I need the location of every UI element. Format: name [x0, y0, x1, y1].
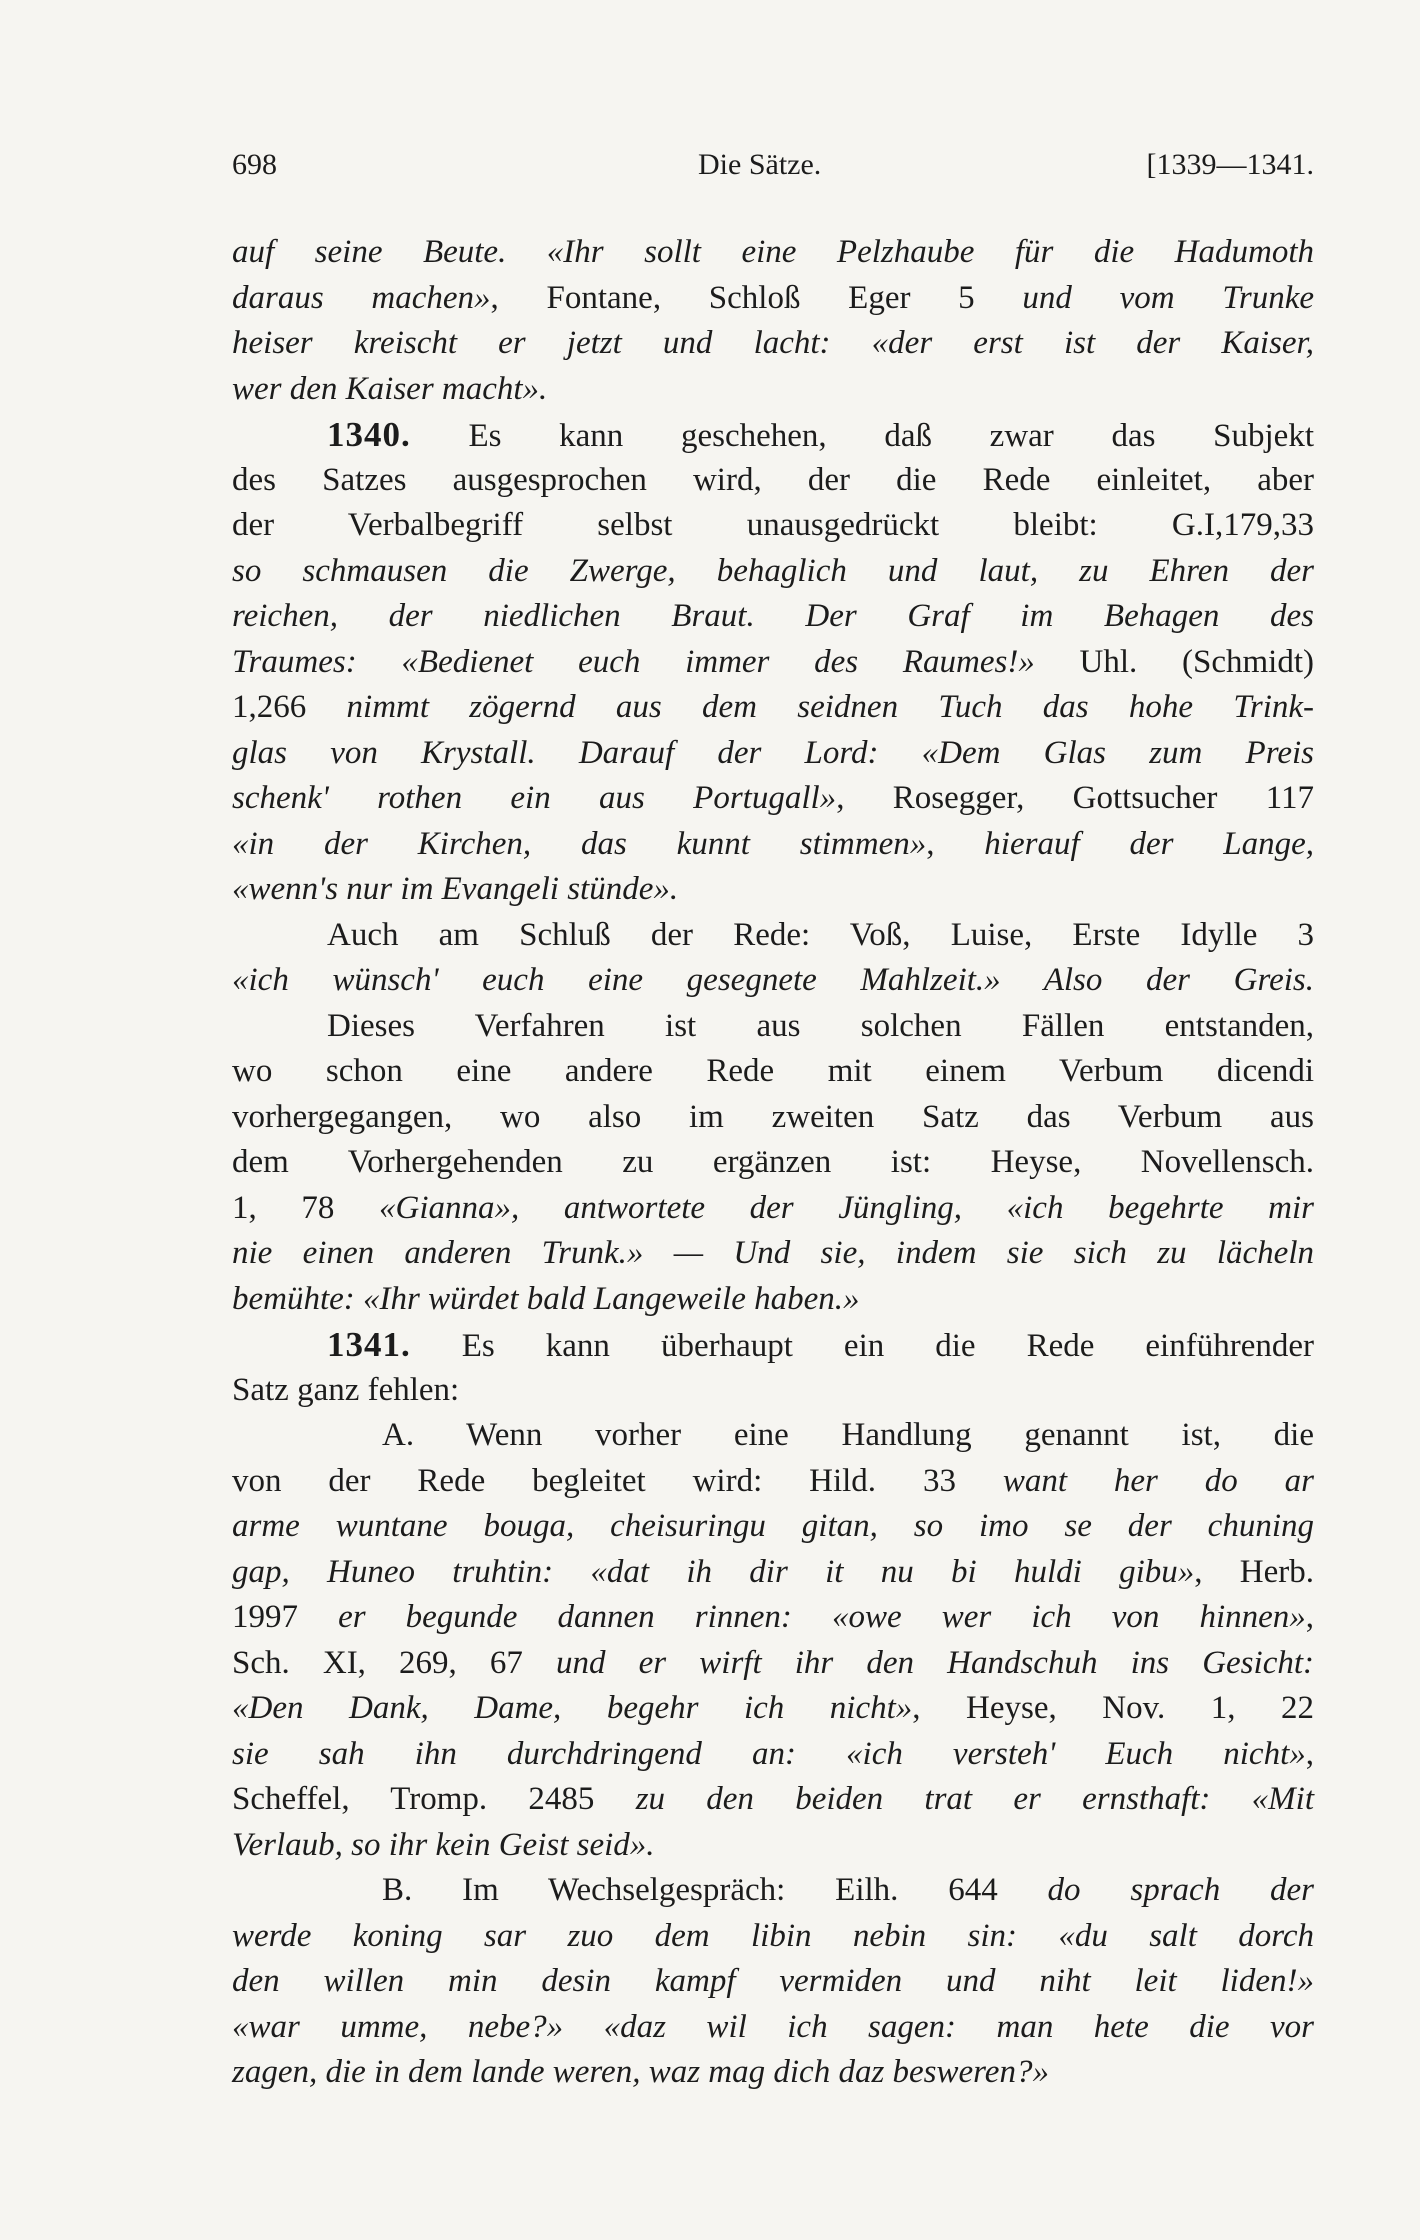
- italic-text: zagen, die in dem lande weren, waz mag dich daz besweren?»: [232, 2054, 1049, 2090]
- page-header: [232, 148, 1314, 188]
- italic-text: schenk' rothen ein aus Portugall»: [232, 780, 837, 816]
- italic-text: er begunde dannen rinnen: «owe wer ich von hinnen»: [338, 1599, 1306, 1635]
- text-span: wo schon eine andere Rede mit einem Verbum dicendi: [232, 1053, 1314, 1089]
- italic-text: glas von Krystall. Darauf der Lord: «Dem Glas zum Preis: [232, 734, 1314, 771]
- italic-text: arme wuntane bouga, cheisuringu gitan, so imo se der chuning: [232, 1508, 1314, 1544]
- text-span: ,: [1305, 1735, 1314, 1772]
- text-line: [232, 503, 1314, 549]
- italic-text: Traumes: «Bedienet euch immer des Raumes!»: [232, 643, 1035, 680]
- text-span: 1, 78: [232, 1189, 379, 1226]
- italic-text: werde koning sar zuo dem libin nebin sin: «du salt dorch: [232, 1917, 1314, 1954]
- text-span: ,: [926, 825, 985, 862]
- text-span: Uhl. (Schmidt): [1034, 643, 1314, 680]
- text-line: [232, 1413, 1314, 1459]
- text-line: [232, 1095, 1314, 1141]
- text-line: [232, 1459, 1314, 1505]
- body-text: [232, 230, 1314, 2096]
- text-line: [232, 458, 1314, 504]
- italic-text: heiser kreischt er jetzt und lacht: «der erst ist der Kaiser,: [232, 325, 1314, 361]
- italic-text: sie sah ihn durchdringend an: «ich versteh' Euch nicht»: [232, 1735, 1306, 1772]
- text-line: [232, 1186, 1314, 1232]
- italic-text: Verlaub, so ihr kein Geist seid».: [232, 1826, 655, 1863]
- text-line: [232, 958, 1314, 1004]
- running-title: Die Sätze.: [698, 148, 822, 181]
- italic-text: hierauf der Lange,: [984, 825, 1314, 862]
- italic-text: «Gianna», antwortete der Jüngling, «ich begehrte mir: [379, 1189, 1314, 1226]
- section-number: 1340.: [327, 415, 411, 454]
- text-span: , Heyse, Nov. 1, 22: [912, 1690, 1314, 1726]
- text-line: [232, 1550, 1314, 1596]
- text-line: [232, 1823, 1314, 1869]
- italic-text: bemühte: «Ihr würdet bald Langeweile haben.»: [232, 1280, 860, 1317]
- italic-text: so schmausen die Zwerge, behaglich und laut, zu Ehren der: [232, 552, 1314, 589]
- text-line: [232, 1959, 1314, 2005]
- italic-text: zu den beiden trat er ernsthaft: «Mit: [635, 1781, 1315, 1817]
- section-number: 1341.: [327, 1325, 411, 1364]
- text-span: , Herb.: [1194, 1553, 1314, 1590]
- text-line: [232, 412, 1314, 458]
- italic-text: «war umme, nebe?» «daz wil ich sagen: man hete die vor: [232, 2008, 1314, 2045]
- italic-text: «wenn's nur im Evangeli stünde».: [232, 871, 679, 907]
- text-line: [232, 867, 1314, 913]
- text-line: [232, 685, 1314, 731]
- text-line: [232, 2050, 1314, 2096]
- text-line: [232, 913, 1314, 959]
- italic-text: auf seine Beute. «Ihr sollt eine Pelzhaube für die Hadumoth: [232, 234, 1314, 270]
- italic-text: den willen min desin kampf vermiden und niht leit liden!»: [232, 1963, 1314, 1999]
- text-line: [232, 276, 1314, 322]
- italic-text: «ich wünsch' euch eine gesegnete Mahlzeit.» Also der Greis.: [232, 962, 1314, 998]
- text-line: [232, 1277, 1314, 1323]
- text-span: , Fontane, Schloß Eger 5: [490, 279, 1023, 316]
- text-line: [232, 1641, 1314, 1687]
- text-line: [232, 731, 1314, 777]
- text-span: von der Rede begleitet wird: Hild. 33: [232, 1462, 1003, 1499]
- italic-text: reichen, der niedlichen Braut. Der Graf im Behagen des: [232, 598, 1314, 634]
- text-span: des Satzes ausgesprochen wird, der die Rede einleitet, aber: [232, 461, 1314, 498]
- italic-text: nie einen anderen Trunk.» — Und sie, indem sie sich zu lächeln: [232, 1235, 1314, 1271]
- text-span: B. Im Wechselgespräch: Eilh. 644: [382, 1872, 1048, 1908]
- text-line: [232, 1004, 1314, 1050]
- text-span: vorhergegangen, wo also im zweiten Satz das Verbum aus: [232, 1098, 1314, 1135]
- text-span: Scheffel, Tromp. 2485: [232, 1781, 636, 1817]
- text-line: [232, 1231, 1314, 1277]
- section-range: [1339—1341.: [1146, 148, 1314, 181]
- text-line: [232, 640, 1314, 686]
- italic-text: und er wirft ihr den Handschuh ins Gesicht:: [556, 1644, 1314, 1681]
- text-span: Satz ganz fehlen:: [232, 1371, 460, 1408]
- italic-text: do sprach der: [1047, 1872, 1314, 1908]
- text-span: , Rosegger, Gottsucher 117: [836, 780, 1315, 816]
- text-span: 1997: [232, 1599, 339, 1635]
- text-line: [232, 367, 1314, 413]
- text-line: [232, 1368, 1314, 1414]
- text-span: dem Vorhergehenden zu ergänzen ist: Heyse, Novellensch.: [232, 1144, 1314, 1180]
- text-line: [232, 822, 1314, 868]
- text-span: der Verbalbegriff selbst unausgedrückt bleibt: G.I,179,33: [232, 507, 1314, 543]
- text-line: [232, 776, 1314, 822]
- text-span: Es kann geschehen, daß zwar das Subjekt: [410, 418, 1314, 454]
- text-line: [232, 594, 1314, 640]
- text-line: [232, 1732, 1314, 1778]
- italic-text: und vom Trunke: [1022, 279, 1314, 316]
- text-line: [232, 1140, 1314, 1186]
- text-line: [232, 1595, 1314, 1641]
- italic-text: wer den Kaiser macht».: [232, 370, 548, 407]
- text-span: 1,266: [232, 689, 347, 725]
- page-number: 698: [232, 148, 277, 181]
- text-line: [232, 2005, 1314, 2051]
- text-line: [232, 1868, 1314, 1914]
- text-line: [232, 1686, 1314, 1732]
- text-line: [232, 1777, 1314, 1823]
- text-line: [232, 1322, 1314, 1368]
- text-line: [232, 549, 1314, 595]
- text-line: [232, 1049, 1314, 1095]
- text-line: [232, 1504, 1314, 1550]
- text-span: A. Wenn vorher eine Handlung genannt ist, die: [382, 1417, 1314, 1453]
- italic-text: «Den Dank, Dame, begehr ich nicht»: [232, 1690, 913, 1726]
- text-span: Es kann überhaupt ein die Rede einführender: [410, 1328, 1314, 1364]
- italic-text: daraus machen»: [232, 279, 491, 316]
- text-line: [232, 230, 1314, 276]
- text-span: Dieses Verfahren ist aus solchen Fällen entstanden,: [327, 1007, 1314, 1044]
- text-span: Auch am Schluß der Rede: Voß, Luise, Erste Idylle 3: [327, 916, 1314, 953]
- italic-text: want her do ar: [1002, 1462, 1314, 1499]
- italic-text: nimmt zögernd aus dem seidnen Tuch das hohe Trink-: [346, 689, 1315, 725]
- text-line: [232, 321, 1314, 367]
- text-span: Sch. XI, 269, 67: [232, 1644, 557, 1681]
- italic-text: gap, Huneo truhtin: «dat ih dir it nu bi huldi gibu»: [232, 1553, 1195, 1590]
- italic-text: «in der Kirchen, das kunnt stimmen»: [232, 825, 927, 862]
- text-span: ,: [1305, 1599, 1315, 1635]
- text-line: [232, 1914, 1314, 1960]
